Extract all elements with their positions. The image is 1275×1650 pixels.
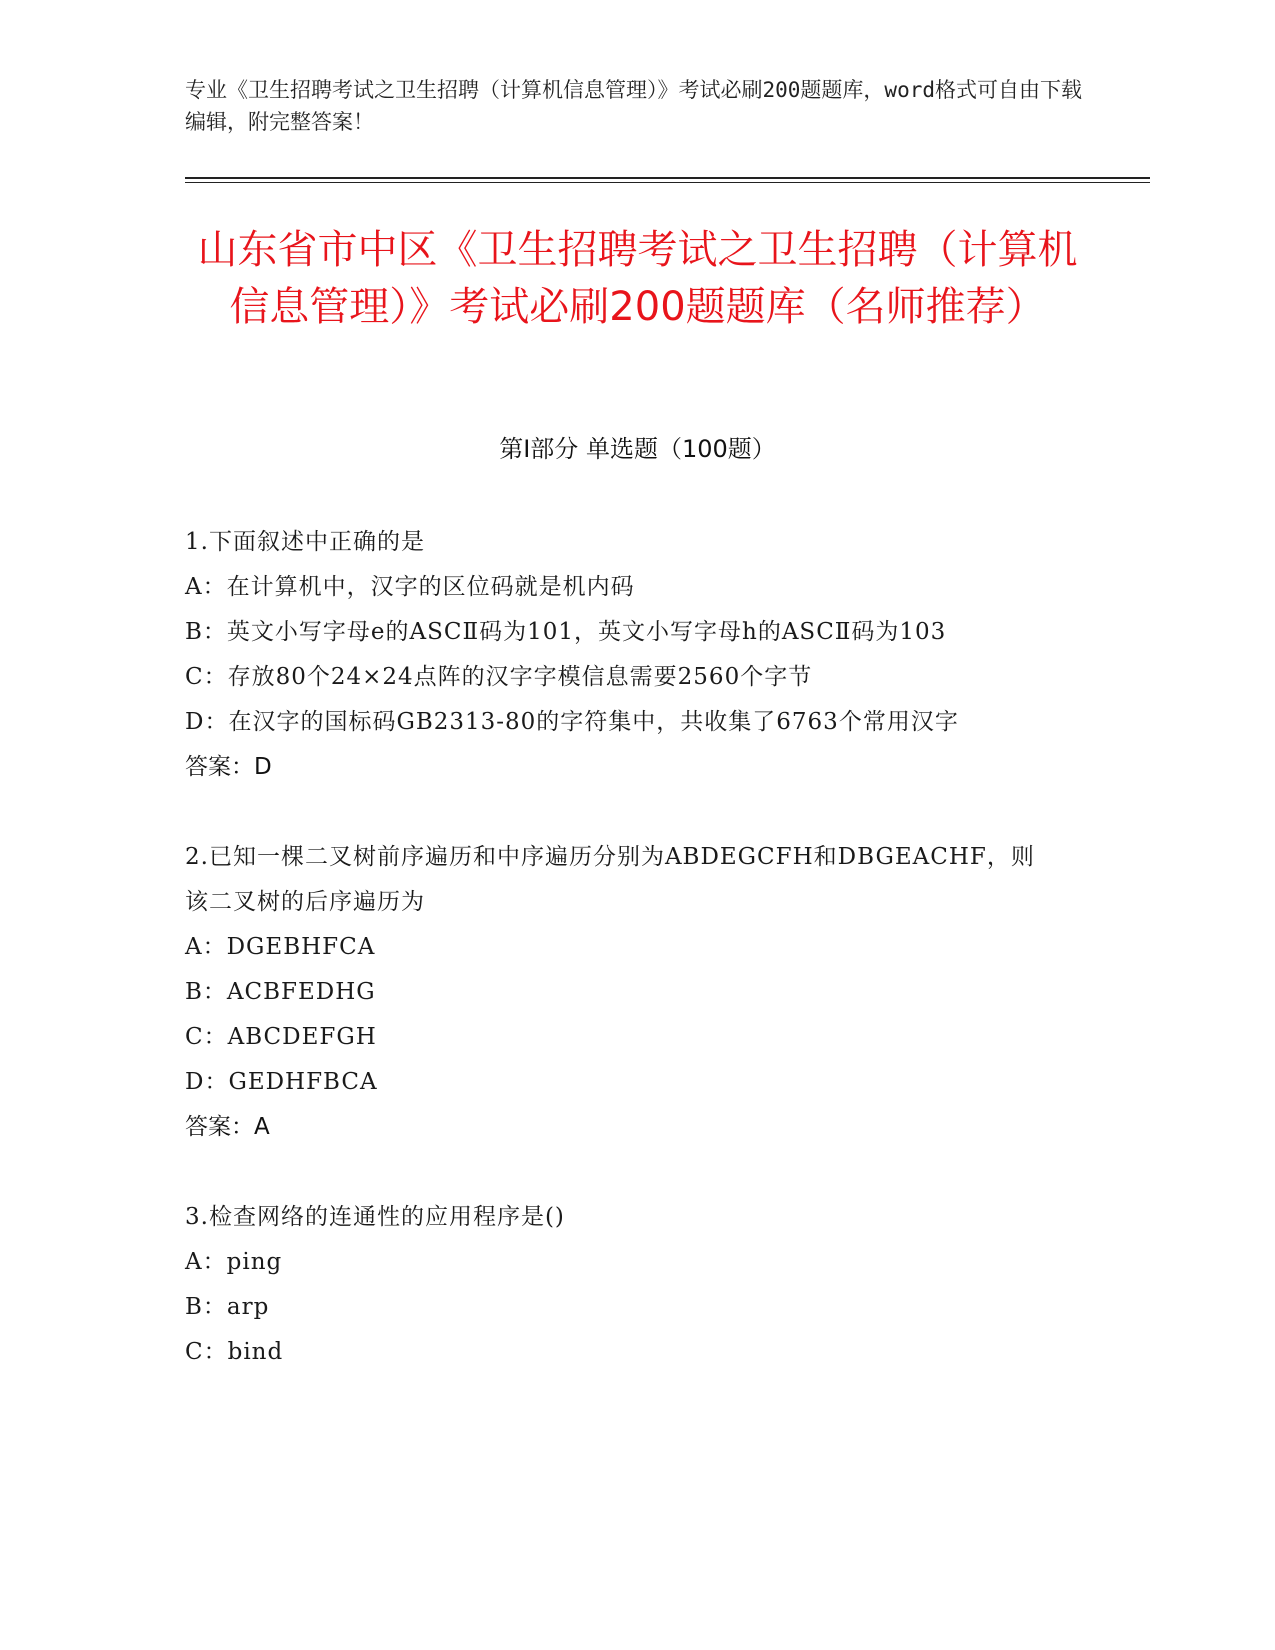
header-divider-thick	[185, 177, 1150, 179]
option-c: C：ABCDEFGH	[185, 1024, 377, 1050]
question-stem: 2.已知一棵二叉树前序遍历和中序遍历分别为ABDEGCFH和DBGEACHF，则该二叉树的后序遍历为	[185, 844, 1035, 915]
option-c: C：存放80个24×24点阵的汉字字模信息需要2560个字节	[185, 664, 813, 690]
option-d: D：在汉字的国标码GB2313-80的字符集中，共收集了6763个常用汉字	[185, 709, 959, 735]
option-a: A：DGEBHFCA	[185, 934, 376, 960]
option-b: B：ACBFEDHG	[185, 979, 376, 1005]
answer-line: 答案：A	[185, 1114, 270, 1140]
option-d: D：GEDHFBCA	[185, 1069, 378, 1095]
question-3	[185, 1195, 1055, 1375]
question-2	[185, 835, 1055, 1150]
section-heading: 第Ⅰ部分 单选题（100题）	[499, 435, 776, 463]
document-title: 山东省市中区《卫生招聘考试之卫生招聘（计算机信息管理）》考试必刷200题题库（名师推荐）	[197, 227, 1078, 330]
option-a: A：在计算机中，汉字的区位码就是机内码	[185, 574, 635, 600]
option-b: B：英文小写字母e的ASCⅡ码为101，英文小写字母h的ASCⅡ码为103	[185, 619, 947, 645]
option-c: C：bind	[185, 1339, 284, 1365]
answer-line: 答案：D	[185, 754, 272, 780]
question-stem: 3.检查网络的连通性的应用程序是()	[185, 1204, 565, 1230]
option-b: B：arp	[185, 1294, 270, 1320]
option-a: A：ping	[185, 1249, 283, 1275]
question-1	[185, 520, 1055, 790]
header-note: 专业《卫生招聘考试之卫生招聘（计算机信息管理）》考试必刷200题题库，word格式可自由下载编辑，附完整答案！	[185, 78, 1082, 134]
header-divider-thin	[185, 182, 1150, 183]
question-stem: 1.下面叙述中正确的是	[185, 529, 425, 555]
question-list	[185, 520, 1055, 1420]
